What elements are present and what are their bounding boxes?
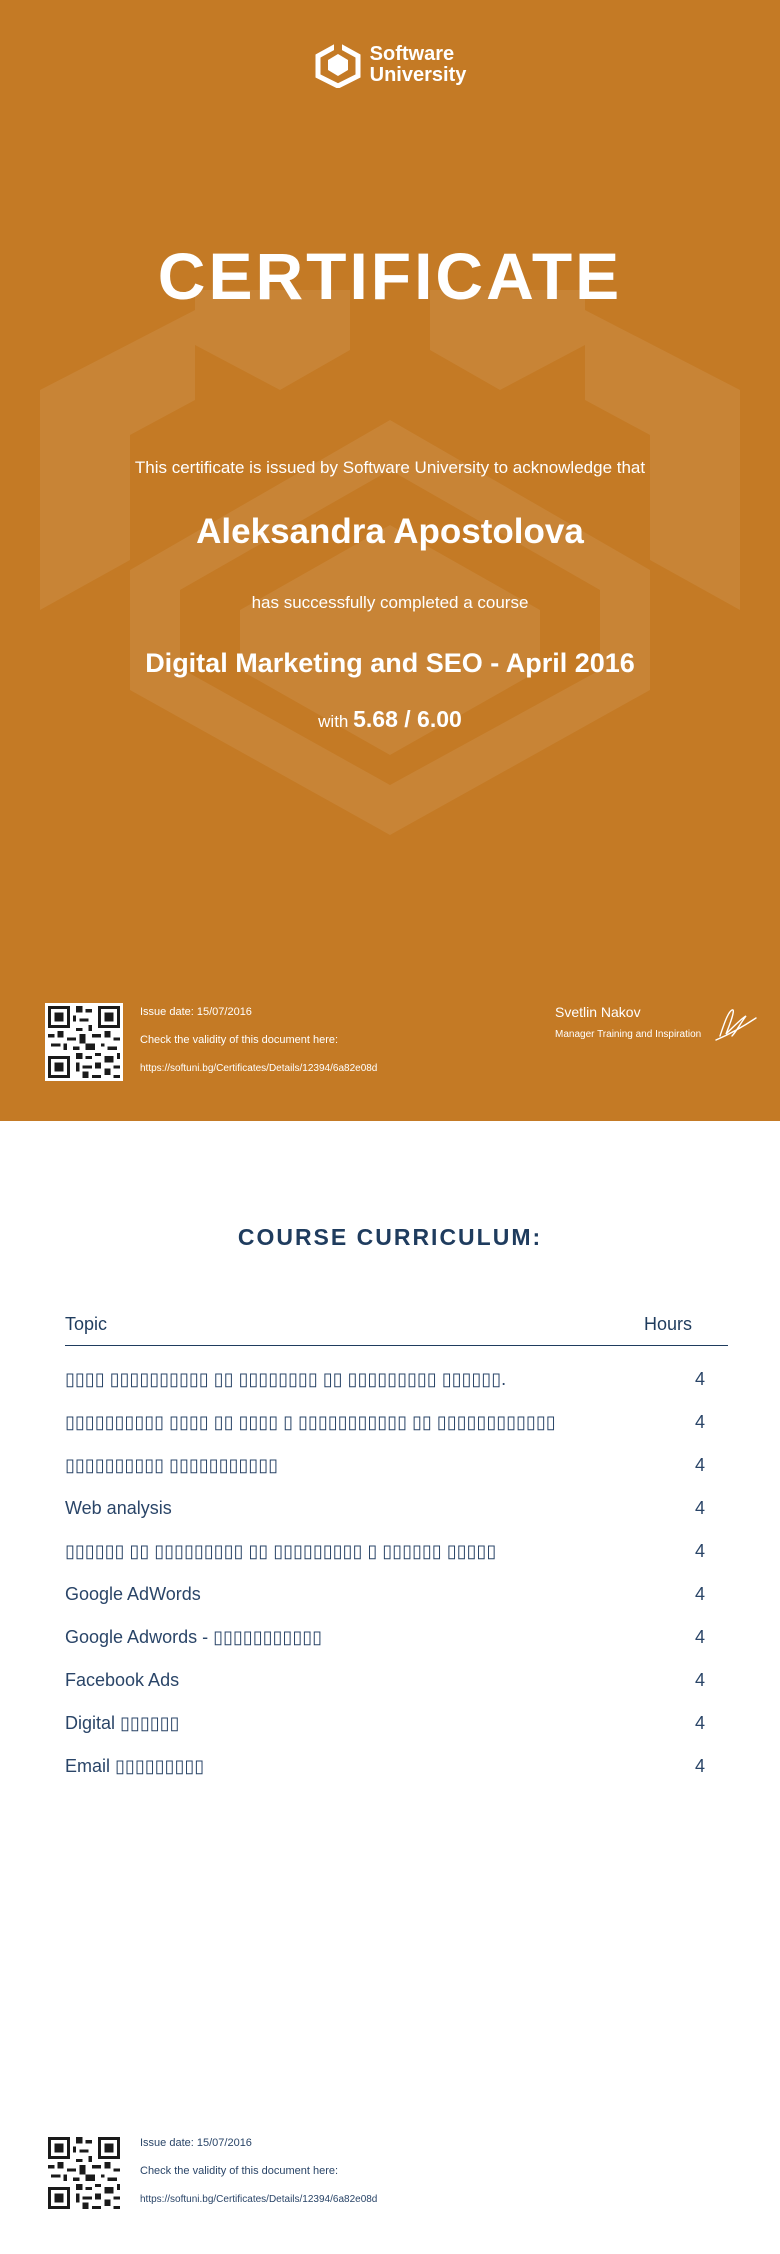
issue-date: Issue date: 15/07/2016 (140, 1006, 252, 1018)
topic-cell: Web analysis (65, 1498, 172, 1518)
topic-cell: Google Adwords - ▯▯▯▯▯▯▯▯▯▯▯ (65, 1627, 323, 1647)
header-divider (65, 1345, 728, 1346)
table-row (65, 1756, 705, 1786)
certificate-panel (0, 0, 780, 1121)
table-row (65, 1670, 705, 1700)
curriculum-title: COURSE CURRICULUM: (237, 1224, 543, 1250)
topic-cell: Facebook Ads (65, 1670, 180, 1690)
signature-icon (710, 1004, 760, 1044)
hours-cell: 4 (694, 1713, 705, 1733)
topic-cell: Google AdWords (65, 1584, 201, 1604)
topic-cell: ▯▯▯▯▯▯ ▯▯ ▯▯▯▯▯▯▯▯▯ ▯▯ ▯▯▯▯▯▯▯▯▯ ▯ ▯▯▯▯▯▯ ▯▯▯▯▯ (65, 1541, 497, 1561)
grade-prefix: with (318, 712, 349, 731)
softuni-logo-icon (314, 42, 362, 88)
hours-cell: 4 (694, 1584, 705, 1604)
validity-url[interactable]: https://softuni.bg/Certificates/Details/12394/6a82e08d (140, 1063, 378, 1074)
topic-cell: Digital ▯▯▯▯▯▯ (65, 1713, 180, 1733)
signatory-name: Svetlin Nakov (555, 1004, 641, 1020)
table-row (65, 1455, 705, 1485)
hours-header: Hours (644, 1314, 693, 1334)
hours-cell: 4 (694, 1627, 705, 1647)
hours-cell: 4 (694, 1756, 705, 1776)
grade-line (0, 706, 780, 733)
table-row (65, 1713, 705, 1743)
hours-cell: 4 (694, 1670, 705, 1690)
hours-cell: 4 (694, 1455, 705, 1475)
completion-text: has successfully completed a course (251, 593, 529, 612)
table-row (65, 1541, 705, 1571)
topic-header: Topic (65, 1314, 108, 1334)
certificate-intro: This certificate is issued by Software University to acknowledge that (134, 458, 646, 477)
topic-cell: ▯▯▯▯▯▯▯▯▯▯ ▯▯▯▯▯▯▯▯▯▯▯ (65, 1455, 279, 1475)
hours-cell: 4 (694, 1498, 705, 1518)
table-row (65, 1369, 705, 1399)
validity-url[interactable]: https://softuni.bg/Certificates/Details/12394/6a82e08d (140, 2194, 378, 2205)
table-row (65, 1412, 705, 1442)
issue-date: Issue date: 15/07/2016 (140, 2137, 252, 2149)
brand-name-line1: Software (369, 43, 455, 65)
brand-name-line2: University (369, 64, 467, 86)
hours-cell: 4 (694, 1369, 705, 1389)
hours-cell: 4 (694, 1541, 705, 1561)
topic-cell: ▯▯▯▯ ▯▯▯▯▯▯▯▯▯▯ ▯▯ ▯▯▯▯▯▯▯▯ ▯▯ ▯▯▯▯▯▯▯▯▯ ▯▯▯▯▯▯. (65, 1369, 507, 1389)
certificate-title: CERTIFICATE (157, 239, 623, 313)
topic-cell: ▯▯▯▯▯▯▯▯▯▯ ▯▯▯▯ ▯▯ ▯▯▯▯ ▯ ▯▯▯▯▯▯▯▯▯▯▯ ▯▯ ▯▯▯▯▯▯▯▯▯▯▯▯ (65, 1412, 556, 1432)
table-row (65, 1627, 705, 1657)
hours-cell: 4 (694, 1412, 705, 1432)
signatory-role: Manager Training and Inspiration (555, 1029, 702, 1040)
topic-cell: Email ▯▯▯▯▯▯▯▯▯ (65, 1756, 205, 1776)
background-logo-icon (40, 290, 740, 870)
brand-name (370, 44, 467, 86)
validity-text: Check the validity of this document here: (140, 2165, 339, 2177)
table-row (65, 1584, 705, 1614)
table-row (65, 1498, 705, 1528)
qr-code-icon (45, 2134, 123, 2212)
validity-text: Check the validity of this document here: (140, 1034, 339, 1046)
qr-code-icon (45, 1003, 123, 1081)
grade-value: 5.68 / 6.00 (353, 706, 462, 732)
recipient-name: Aleksandra Apostolova (196, 512, 584, 551)
course-name: Digital Marketing and SEO - April 2016 (145, 648, 635, 678)
brand-logo (0, 42, 780, 88)
